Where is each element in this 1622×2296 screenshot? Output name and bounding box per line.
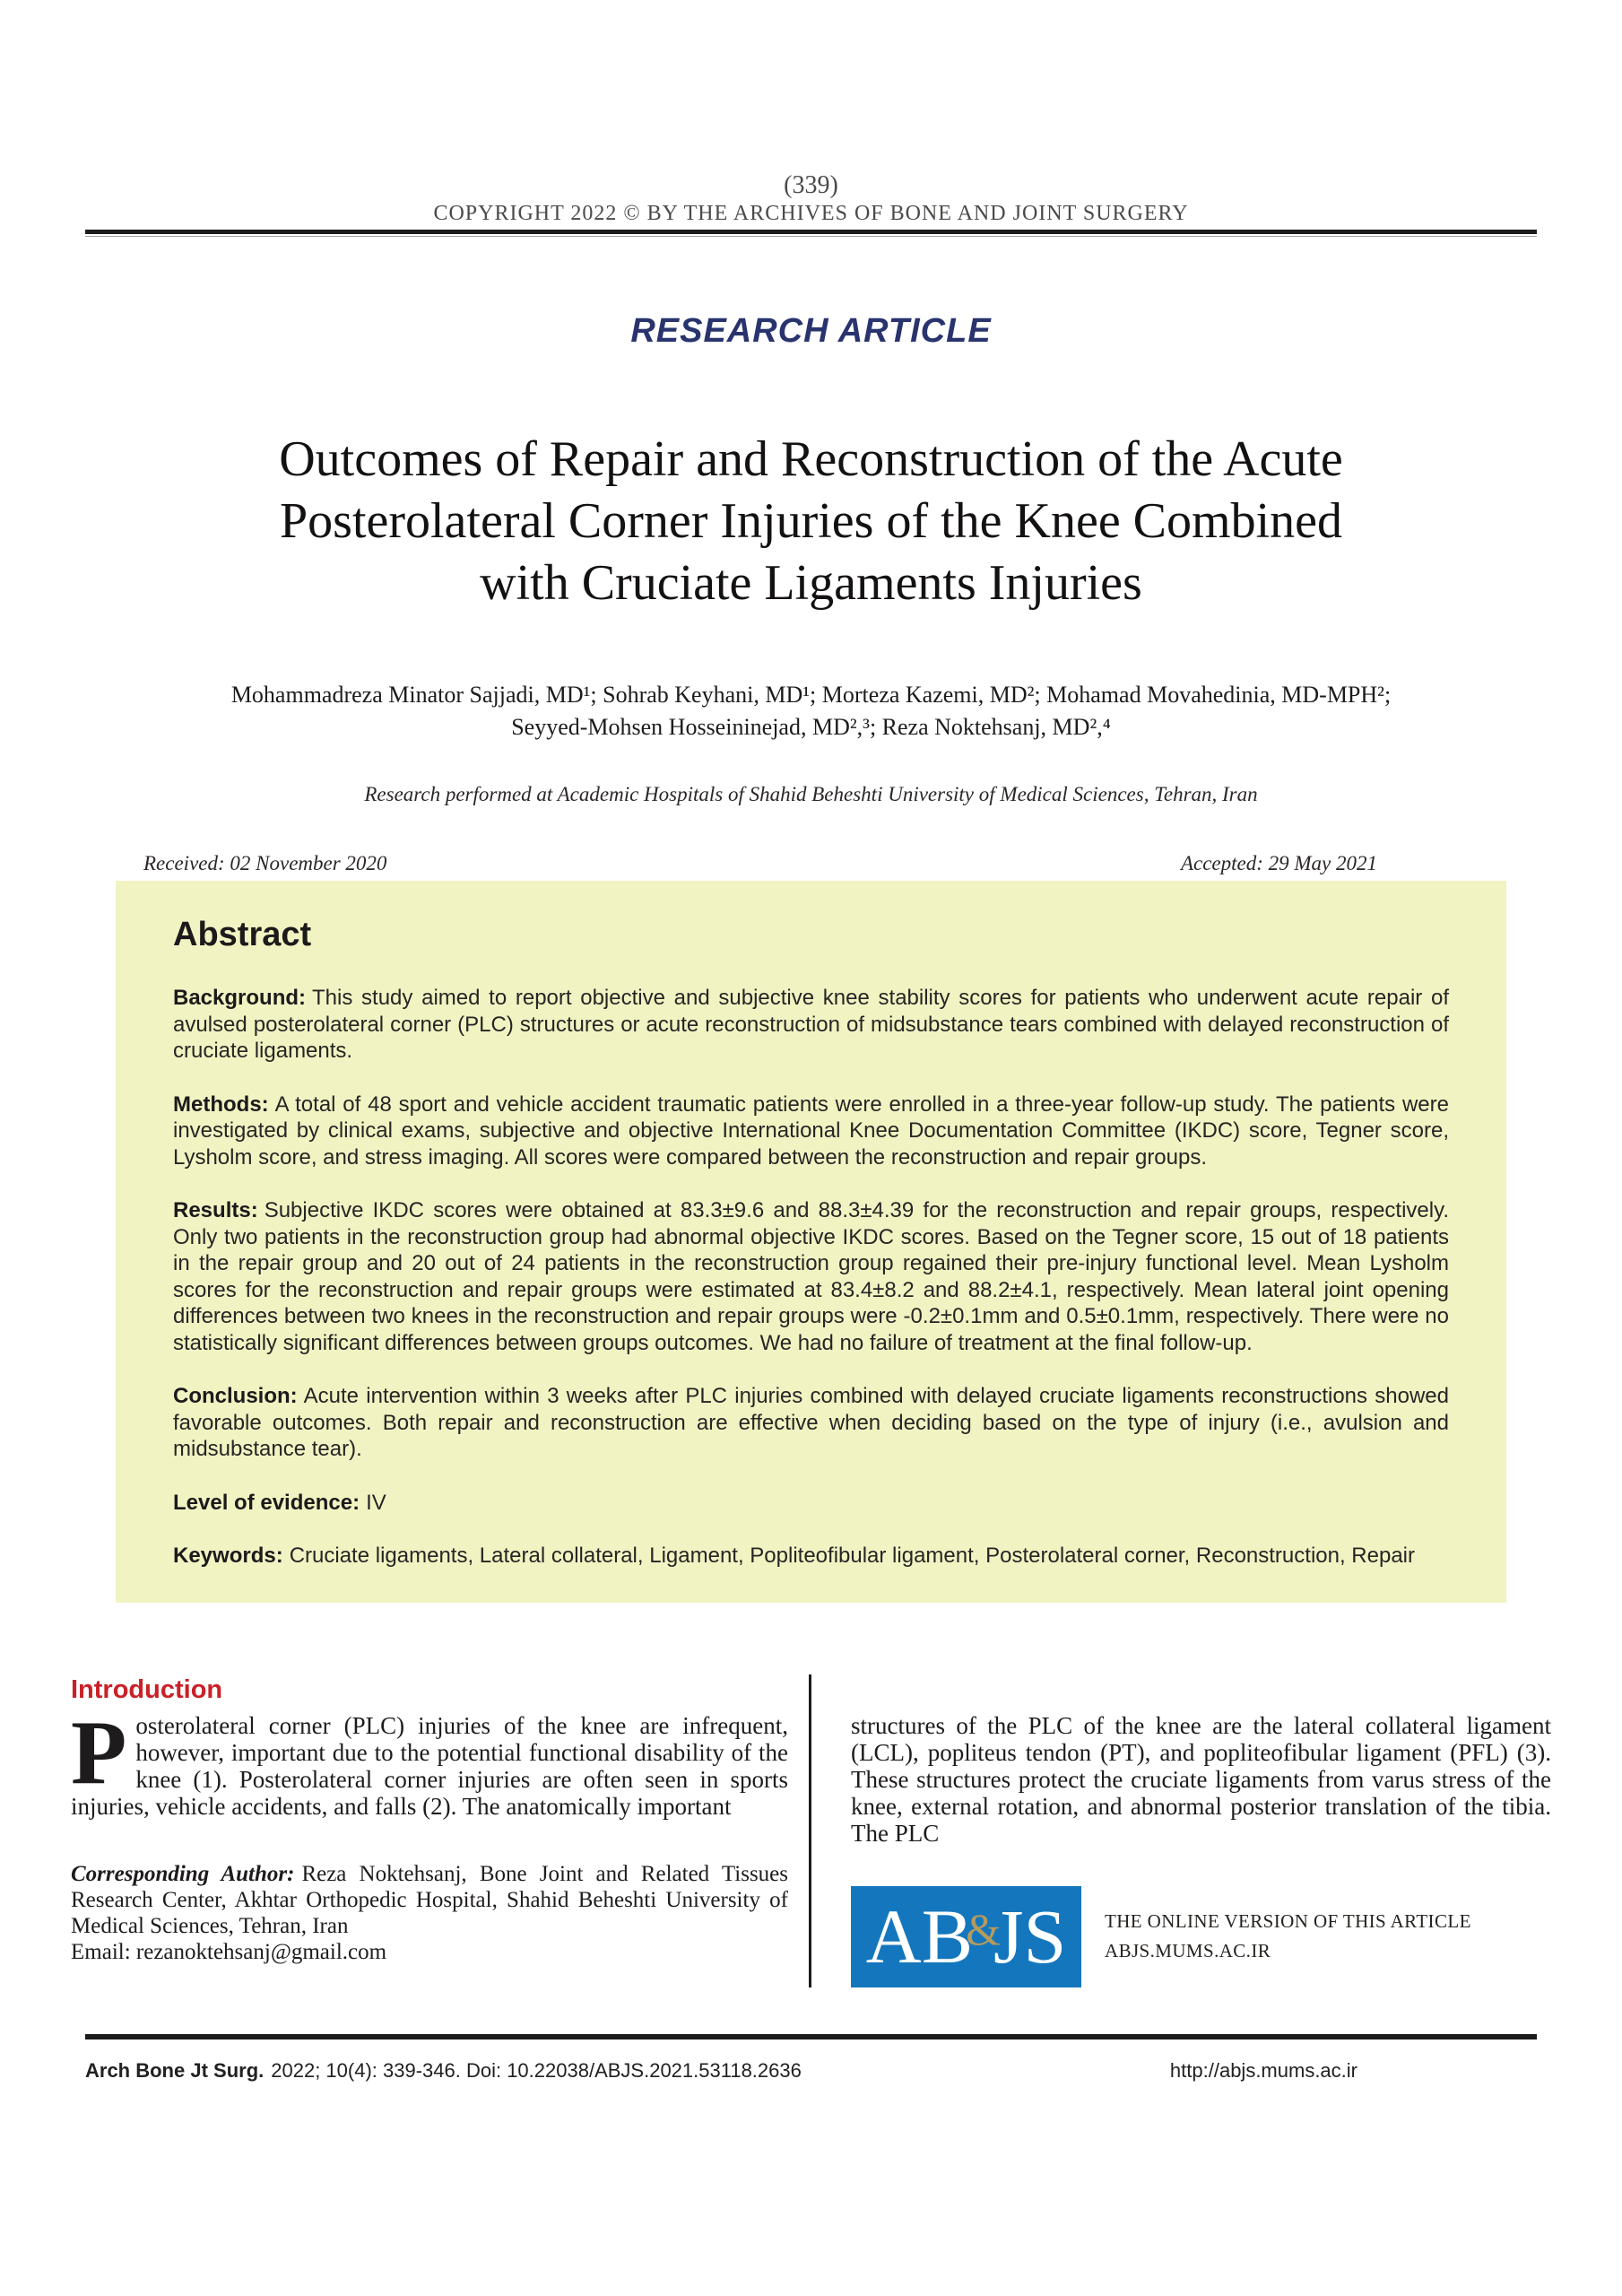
abstract-conclusion [173,1383,1449,1463]
footer-url: http://abjs.mums.ac.ir [1169,2058,1357,2082]
footer-citation [85,2057,802,2084]
abstract-background [173,985,1449,1065]
research-performed-at: Research performed at Academic Hospitals of Shahid Beheshti University of Medical Sciences, Tehran, Iran [364,783,1258,805]
introduction-right-paragraph: structures of the PLC of the knee are the lateral collateral ligament (LCL), popliteus tendon (PT), and popliteofibular ligament (PFL) (3). These structures protect the cruciate ligaments from varus stress of the knee, external rotation, and abnormal posterior translation of the tibia. The PLC [851,1711,1551,1847]
article-title-line1: Outcomes of Repair and Reconstruction of the Acute [279,431,1343,487]
right-column [809,1674,1551,1987]
dates-row [0,851,1622,876]
page-number: (339) [784,171,838,199]
abjs-logo-ab: AB [865,1893,974,1979]
two-column-section [71,1674,1551,1987]
abstract-heading: Abstract [173,916,312,953]
abjs-logo [851,1886,1081,1987]
article-title [0,429,1622,614]
footer-journal-name: Arch Bone Jt Surg. [85,2058,265,2082]
abstract-background-label: Background: [173,986,307,1010]
footer-rule [85,2034,1537,2039]
abstract-methods [173,1091,1449,1171]
corresponding-author-email: Email: rezanoktehsanj@gmail.com [71,1939,387,1964]
authors-block [0,679,1622,744]
abstract-box [116,881,1506,1603]
online-version-line2: ABJS.MUMS.AC.IR [1105,1940,1271,1961]
abstract-keywords [173,1543,1449,1570]
accepted-date: Accepted: 29 May 2021 [1180,852,1377,874]
header-rule-bar [85,230,1537,234]
authors-line1: Mohammadreza Minator Sajjadi, MD¹; Sohrab Keyhani, MD¹; Morteza Kazemi, MD²; Mohamad Movahedinia, MD-MPH²; [230,682,1392,708]
abstract-methods-text: A total of 48 sport and vehicle accident traumatic patients were enrolled in a three-year follow-up study. The patients were investigated by clinical exams, subjective and objective International Knee Documentation Committee (IKDC) score, Tegner score, Lysholm score, and stress imaging. All scores were compared between the reconstruction and repair groups. [173,1091,1449,1170]
online-version-block [851,1886,1551,1987]
abstract-results [173,1197,1449,1356]
abstract-results-text: Subjective IKDC scores were obtained at 83.3±9.6 and 88.3±4.39 for the reconstruction and repair groups, respectively. Only two patients in the reconstruction group had abnormal objective IKDC scores. Based on the Tegner score, 15 out of 18 patients in the repair group and 20 out of 24 patients in the reconstruction group regained their pre-injury functional level. Mean Lysholm scores for the reconstruction and repair groups were estimated at 83.4±8.2 and 88.2±4.1, respectively. Mean lateral joint opening differences between two knees in the reconstruction and repair groups were -0.2±0.1mm and 0.5±0.1mm, respectively. There were no statistically significant differences between groups outcomes. We had no failure of treatment at the final follow-up. [173,1198,1449,1355]
abjs-logo-ampersand: & [966,1904,1002,1954]
article-type-label: RESEARCH ARTICLE [630,312,992,350]
introduction-heading: Introduction [71,1674,223,1704]
footer [85,2057,1537,2084]
keywords-text: Cruciate ligaments, Lateral collateral, Ligament, Popliteofibular ligament, Posterolateral corner, Reconstruction, Repair [289,1544,1416,1568]
copyright-line: COPYRIGHT 2022 © BY THE ARCHIVES OF BONE AND JOINT SURGERY [433,202,1189,225]
received-date: Received: 02 November 2020 [143,852,387,874]
level-of-evidence-text: IV [366,1490,386,1515]
corresponding-author-label: Corresponding Author: [71,1861,295,1886]
online-version-line1: THE ONLINE VERSION OF THIS ARTICLE [1105,1910,1471,1932]
abstract-background-text: This study aimed to report objective and subjective knee stability scores for patients who underwent acute repair of avulsed posterolateral corner (PLC) structures or acute reconstruction of midsubstance tears combined with delayed reconstruction of cruciate ligaments. [173,986,1449,1063]
online-version-text [1105,1907,1471,1966]
abstract-level-of-evidence [173,1490,1449,1517]
abstract-conclusion-label: Conclusion: [173,1384,298,1408]
introduction-left-paragraph [71,1701,788,1820]
keywords-label: Keywords: [173,1544,283,1568]
introduction-left-text: osterolateral corner (PLC) injuries of the knee are infrequent, however, important due to the potential functional disability of the knee (1). Posterolateral corner injuries are often seen in sports injuries, vehicle accidents, and falls (2). The anatomically important [71,1711,788,1820]
abstract-conclusion-text: Acute intervention within 3 weeks after PLC injuries combined with delayed cruciate ligaments reconstructions showed favorable outcomes. Both repair and reconstruction are effective when deciding based on the type of injury (i.e., avulsion and midsubstance tear). [173,1384,1449,1461]
authors-line2: Seyyed-Mohsen Hosseininejad, MD²,³; Reza Noktehsanj, MD²,⁴ [511,714,1111,740]
level-of-evidence-label: Level of evidence: [173,1490,360,1515]
article-title-line2: Posterolateral Corner Injuries of the Knee Combined [280,493,1342,549]
drop-cap: P [71,1701,127,1804]
header-rule-thin [85,236,1537,237]
corresponding-author-block [71,1861,788,1965]
left-column [71,1674,788,1987]
abstract-results-label: Results: [173,1198,258,1222]
corresponding-author-text: Reza Noktehsanj, Bone Joint and Related Tissues Research Center, Akhtar Orthopedic Hospital, Shahid Beheshti University of Medical Sciences, Tehran, Iran [71,1861,788,1938]
footer-citation-text: 2022; 10(4): 339-346. Doi: 10.22038/ABJS.2021.53118.2636 [271,2058,802,2082]
article-title-line3: with Cruciate Ligaments Injuries [480,555,1142,611]
abstract-methods-label: Methods: [173,1091,269,1117]
abjs-logo-js: JS [993,1893,1067,1979]
header-rule [85,230,1537,237]
